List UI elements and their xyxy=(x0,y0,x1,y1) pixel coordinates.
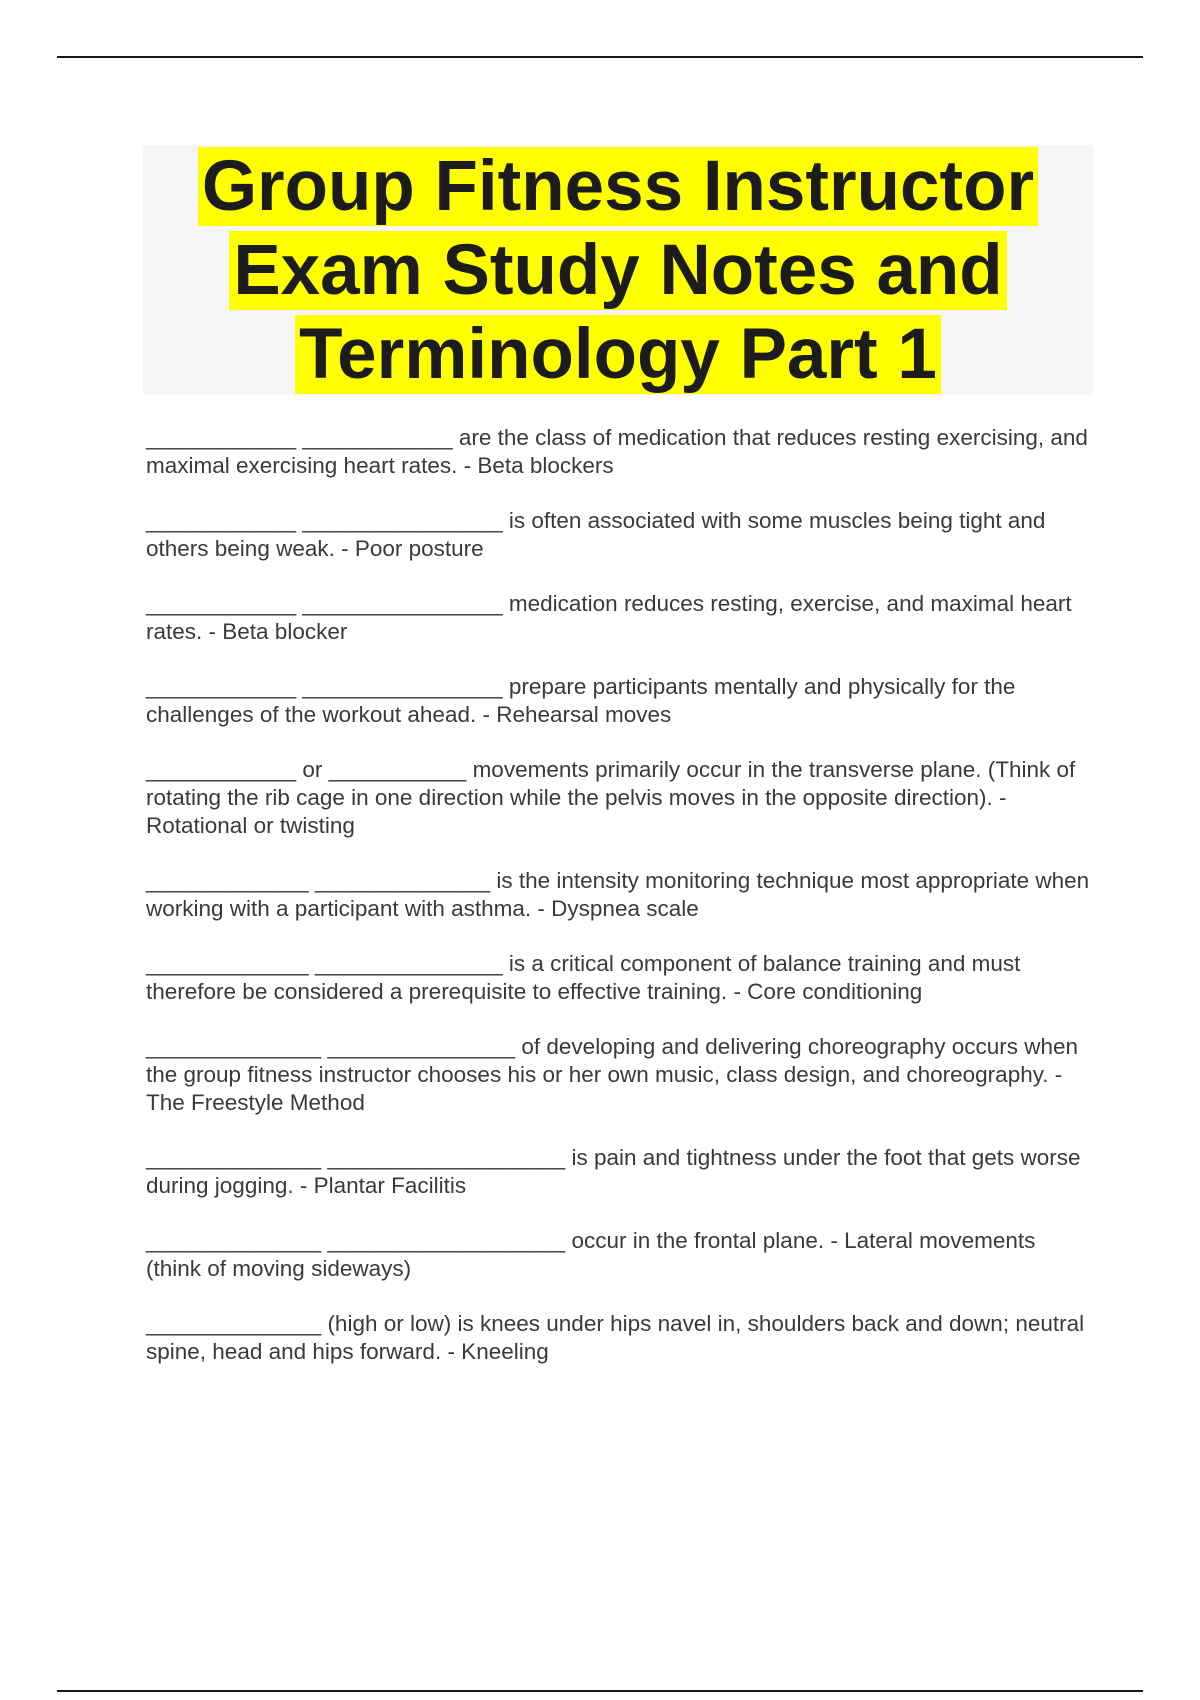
study-note-core-conditioning: _____________ _______________ is a critical component of balance training and must therefore be considered a prerequisite to effective training. - Core conditioning xyxy=(146,951,1021,1004)
study-note-plantar: ______________ ___________________ is pain and tightness under the foot that gets worse during jogging. - Plantar Facilitis xyxy=(146,1145,1081,1198)
study-note-rotational: ____________ or ___________ movements primarily occur in the transverse plane. (Think of rotating the rib cage in one direction while the pelvis moves in the opposite direction). - Rotational or twisting xyxy=(146,757,1076,838)
study-note-poor-posture: ____________ ________________ is often associated with some muscles being tight and others being weak. - Poor posture xyxy=(146,508,1046,561)
top-divider xyxy=(57,56,1143,58)
document-title xyxy=(143,145,1093,397)
study-note-beta-blocker: ____________ ________________ medication reduces resting, exercise, and maximal heart rates. - Beta blocker xyxy=(146,591,1072,644)
study-note-dyspnea-scale: _____________ ______________ is the intensity monitoring technique most appropriate when working with a participant with asthma. - Dyspnea scale xyxy=(146,868,1090,921)
title-line-1: Group Fitness Instructor xyxy=(198,147,1038,226)
title-line-2: Exam Study Notes and xyxy=(229,231,1006,310)
study-note-lateral-movements: ______________ ___________________ occur in the frontal plane. - Lateral movements (think of moving sideways) xyxy=(146,1228,1036,1281)
title-line-3: Terminology Part 1 xyxy=(295,315,941,394)
study-notes-list xyxy=(146,424,1096,1393)
study-note-rehearsal-moves: ____________ ________________ prepare participants mentally and physically for the challenges of the workout ahead. - Rehearsal moves xyxy=(146,674,1016,727)
bottom-divider xyxy=(57,1690,1143,1692)
study-note-freestyle-method: ______________ _______________ of developing and delivering choreography occurs when the group fitness instructor chooses his or her own music, class design, and choreography. - The Freestyle Method xyxy=(146,1034,1079,1115)
study-note-kneeling: ______________ (high or low) is knees under hips navel in, shoulders back and down; neutral spine, head and hips forward. - Kneeling xyxy=(146,1311,1085,1364)
study-note-beta-blockers: ____________ ____________ are the class of medication that reduces resting exercising, and maximal exercising heart rates. - Beta blockers xyxy=(146,425,1088,478)
